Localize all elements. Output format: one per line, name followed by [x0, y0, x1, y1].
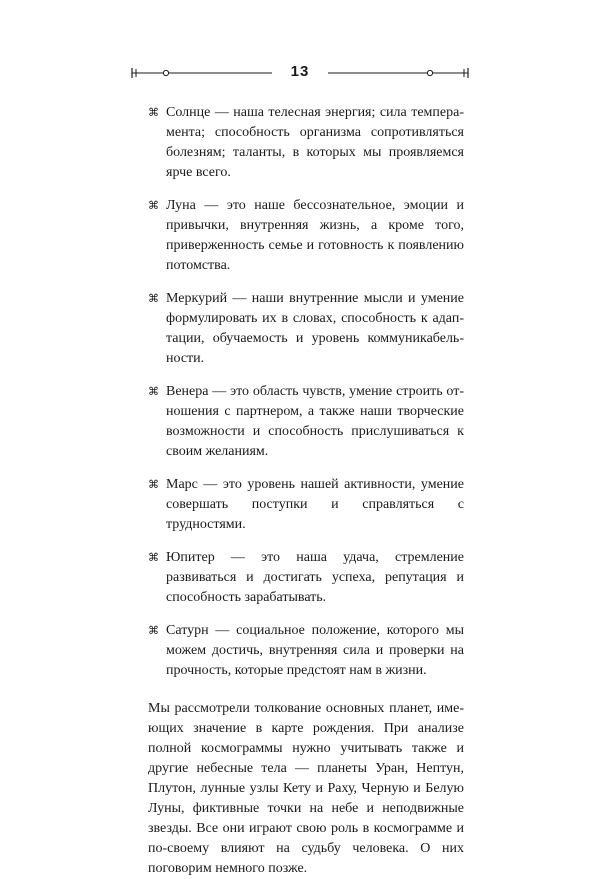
- list-item-text: Венера — это область чувств, умение строить отношения с партнером, а также наши творческие возможности и способность прислушиваться к своим желаниям.: [166, 384, 464, 459]
- list-item: [148, 548, 464, 608]
- bullet-icon: ⌘: [148, 385, 159, 398]
- bullet-icon: ⌘: [148, 624, 159, 637]
- list-item-text: Солнце — наша телесная энергия; сила темперамента; способность организма сопротивляться болезням; таланты, в которых мы проявляемся ярче всего.: [166, 105, 464, 180]
- page-number: 13: [290, 63, 310, 80]
- list-item-text: Меркурий — наши внутренние мысли и умение формулировать их в словах, способность к адаптации, обучаемость и уровень коммуникабельности.: [166, 291, 464, 366]
- page-header: [130, 62, 470, 84]
- list-item: [148, 475, 464, 535]
- planet-list: [148, 103, 464, 681]
- list-item-text: Марс — это уровень нашей активности, умение совершать поступки и справляться с трудностями.: [166, 477, 464, 532]
- bullet-icon: ⌘: [148, 199, 159, 212]
- list-item: [148, 621, 464, 681]
- list-item-text: Луна — это наше бессознательное, эмоции и привычки, внутренняя жизнь, а кроме того, приверженность семье и готовность к появлению потомства.: [166, 198, 464, 273]
- list-item: [148, 382, 464, 462]
- body-paragraph: Мы рассмотрели толкование основных планет, имеющих значение в карте рождения. При анализе полной космограммы нужно учитывать также и другие небесные тела — планеты Уран, Нептун, Плутон, лунные узлы Кету и Раху, Черную и Белую Луны, фиктивные точки на небе и неподвижные звезды. Все они играют свою роль в космограмме и по-своему влияют на судьбу человека. О них поговорим немного позже.: [148, 701, 464, 876]
- list-item-text: Юпитер — это наша удача, стремление развиваться и достигать успеха, репутация и способность зарабатывать.: [166, 550, 464, 605]
- bullet-icon: ⌘: [148, 292, 159, 305]
- bullet-icon: ⌘: [148, 106, 159, 119]
- list-item: [148, 289, 464, 369]
- list-item: [148, 196, 464, 276]
- bullet-icon: ⌘: [148, 478, 159, 491]
- list-item-text: Сатурн — социальное положение, которого мы можем достичь, внутренняя сила и проверки на прочность, которые предстоят нам в жизни.: [166, 623, 464, 678]
- list-item: [148, 103, 464, 183]
- bullet-icon: ⌘: [148, 551, 159, 564]
- page-content: [148, 103, 464, 879]
